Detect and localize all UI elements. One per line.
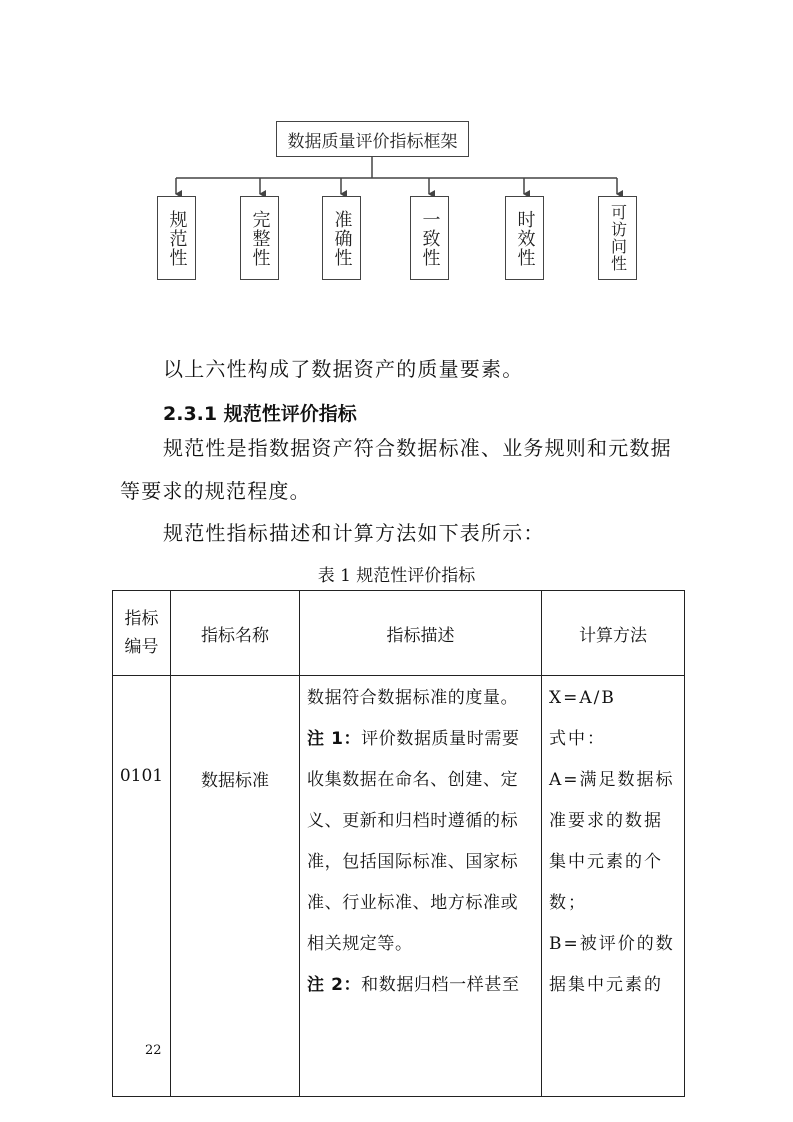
desc-line [300,883,541,924]
calc-line: 式中： [549,729,606,749]
header-code-line1: 指标 [124,609,159,629]
desc-lines [300,676,541,1006]
section-heading: 2.3.1 规范性评价指标 [163,403,357,425]
child-box-consistency: 一致性 [410,196,449,280]
header-calc-cell: 计算方法 [542,591,685,676]
calc-line: B=被评价的数 [549,934,675,954]
normativity-indicator-table [112,590,685,1097]
desc-text: 义、更新和归档时遵循的标 [307,811,519,831]
calc-line: 准要求的数据 [549,811,663,831]
child-box-timeliness: 时效性 [505,196,544,280]
intro-paragraph: 规范性指标描述和计算方法如下表所示： [163,521,545,545]
quality-framework-diagram [0,0,793,300]
header-name-cell: 指标名称 [171,591,300,676]
desc-text: 和数据归档一样甚至 [361,975,520,995]
framework-root-box: 数据质量评价指标框架 [276,121,469,157]
definition-line-1: 规范性是指数据资产符合数据标准、业务规则和元数据 [163,436,672,460]
child-box-normativity: 规范性 [157,196,196,280]
table-caption: 表 1 规范性评价指标 [317,566,476,586]
desc-line [300,842,541,883]
desc-text: 数据符合数据标准的度量。 [307,688,519,708]
desc-text: 准，包括国际标准、国家标 [307,852,519,872]
desc-line [300,924,541,965]
table-row [113,676,685,1097]
desc-line [300,965,541,1006]
calc-line: A=满足数据标 [549,770,675,790]
header-code-cell [113,591,171,676]
note-label: 注 2： [307,975,362,995]
calc-line: 据集中元素的 [549,975,663,995]
desc-text: 收集数据在命名、创建、定 [307,770,519,790]
note-label: 注 1： [307,729,362,749]
row-calc-cell [542,676,685,1097]
row-name-cell: 数据标准 [171,676,300,1097]
definition-line-2: 等要求的规范程度。 [120,479,311,503]
child-box-completeness: 完整性 [240,196,279,280]
calc-line: 数； [549,893,587,913]
desc-text: 准、行业标准、地方标准或 [307,893,519,913]
desc-line [300,719,541,760]
desc-line [300,760,541,801]
desc-line [300,678,541,719]
header-desc-cell: 指标描述 [300,591,542,676]
desc-text: 相关规定等。 [307,934,413,954]
row-desc-cell [300,676,542,1097]
child-box-accuracy: 准确性 [322,196,361,280]
desc-text: 评价数据质量时需要 [361,729,520,749]
table-header-row [113,591,685,676]
calc-lines [542,676,684,1006]
header-code-line2: 编号 [124,637,159,657]
calc-line: 集中元素的个 [549,852,663,872]
summary-paragraph: 以上六性构成了数据资产的质量要素。 [163,357,524,381]
calc-line: X=A/B [549,688,616,708]
desc-line [300,801,541,842]
page-number: 22 [145,1043,162,1058]
row-code-cell: 0101 [113,676,171,1097]
child-box-accessibility: 可访问性 [598,196,637,280]
